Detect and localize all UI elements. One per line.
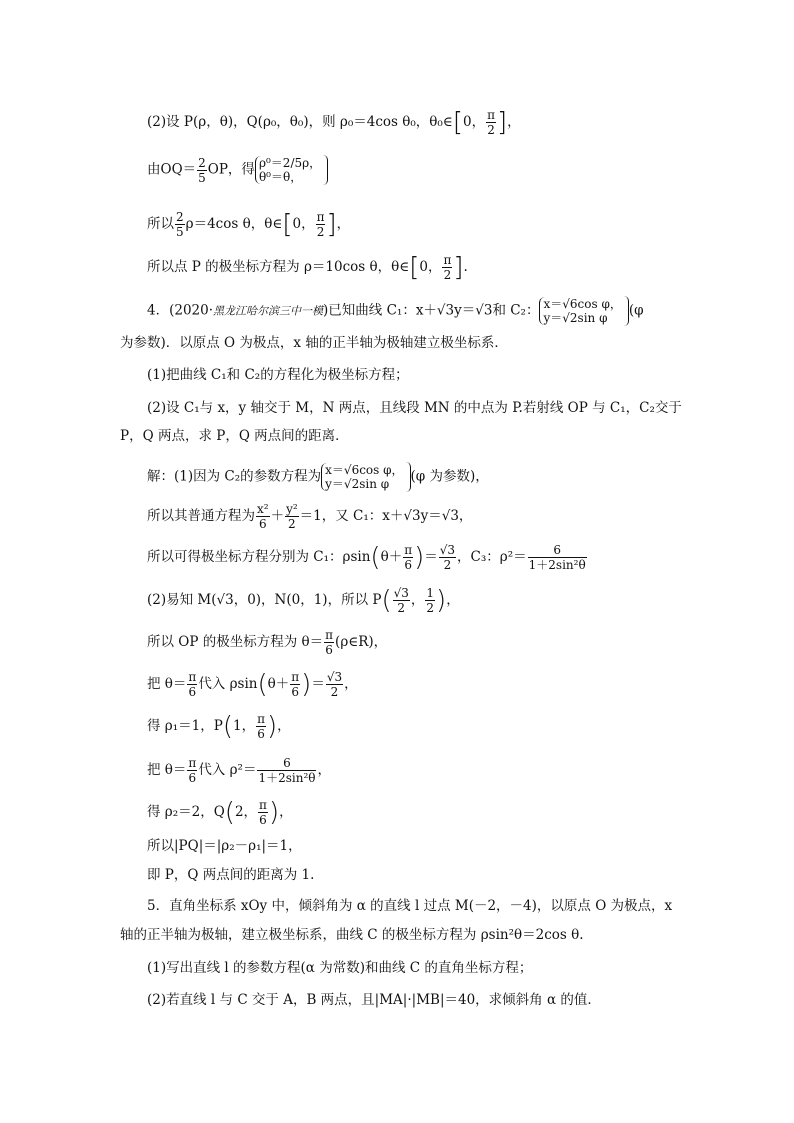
solution-4-line-8 bbox=[147, 756, 331, 785]
text: 所以 OP 的极坐标方程为 θ＝ bbox=[147, 634, 324, 650]
fraction-pi-6: $\frac{\pi}{6}$ bbox=[291, 670, 300, 699]
problem-number: 4．(2020· bbox=[147, 302, 214, 319]
theta-plus: θ＋ bbox=[380, 549, 403, 565]
solution-4-line-10: 所以|PQ|＝|ρ₂－ρ₁|＝1， bbox=[147, 838, 302, 854]
text: 所以 bbox=[147, 216, 174, 232]
solution-4-line-11: 即 P，Q 两点间的距离为 1. bbox=[147, 867, 315, 883]
text: 由 bbox=[147, 161, 161, 178]
solution-line-2 bbox=[147, 155, 328, 185]
solution-line-4: 所以点 P 的极坐标方程为 ρ＝10cos θ，θ∈[0， $\frac{\pi}{2}$ ]. bbox=[147, 252, 468, 283]
text: 得 ρ₂＝2，Q bbox=[147, 804, 225, 820]
text: 把 θ＝ bbox=[147, 676, 187, 692]
comma: ， bbox=[277, 718, 291, 734]
fraction-pi-6: $\frac{\pi}{6}$ bbox=[259, 798, 267, 827]
theta-plus: θ＋ bbox=[267, 676, 290, 692]
solution-4-line-3: 所以可得极坐标方程分别为 C₁：ρsin(θ＋ $\frac{\pi}{6}$ )＝ $\frac{√3}{2}$ ，C₃：ρ²＝ $\frac{6}{\text{1＋2sin²θ}}$ bbox=[147, 542, 586, 573]
text: (φ 为参数)， bbox=[410, 468, 489, 485]
fraction-pi-6: $\frac{\pi}{6}$ bbox=[404, 543, 413, 572]
fraction-pi-2: $\frac{\pi}{2}$ bbox=[487, 108, 495, 137]
fraction-pi-2: $\frac{\pi}{2}$ bbox=[316, 210, 325, 239]
problem-5-line-1: 5．直角坐标系 xOy 中，倾斜角为 α 的直线 l 过点 M(－2，－4)，以原点 O 为极点，x bbox=[147, 898, 673, 914]
text: ρ＝4cos θ，θ∈ bbox=[185, 216, 283, 232]
comma: ， bbox=[344, 676, 358, 692]
case-system: x＝√6cos φ， y＝√2sin φ bbox=[321, 463, 403, 491]
solution-4-line-5 bbox=[147, 628, 387, 657]
fraction-pi-6: $\frac{\pi}{6}$ bbox=[257, 712, 265, 741]
vector-eq: OQ＝ bbox=[160, 161, 197, 178]
problem-4-part-1: (1)把曲线 C₁和 C₂的方程化为极坐标方程； bbox=[147, 367, 409, 383]
fraction-6-den: $\frac{6}{\text{1＋2sin²θ}}$ bbox=[528, 543, 586, 572]
text: 代入 ρ²＝ bbox=[198, 762, 257, 778]
period: . bbox=[463, 259, 468, 275]
equals: ＝ bbox=[311, 676, 325, 692]
math-one: 1 bbox=[232, 718, 242, 734]
solution-line-1: (2)设 P(ρ，θ)，Q(ρ₀，θ₀)，则 ρ₀＝4cos θ₀，θ₀∈[0， $\frac{\pi}{2}$ ]， bbox=[147, 107, 521, 138]
comma: ， bbox=[507, 114, 521, 130]
case-system: ρ⁰＝2/5ρ， θ⁰＝θ， bbox=[255, 156, 321, 184]
problem-4-part-2: (2)设 C₁与 x，y 轴交于 M，N 两点，且线段 MN 的中点为 P.若射线 OP 与 C₁，C₂交于 bbox=[147, 400, 682, 416]
fraction-sqrt3-2: $\frac{√3}{2}$ bbox=[439, 543, 456, 572]
problem-4-line-1 bbox=[147, 296, 644, 326]
problem-4-part-2-cont: P，Q 两点，求 P，Q 两点间的距离． bbox=[120, 428, 349, 444]
text: OP，得 bbox=[207, 161, 255, 178]
equals: ＝ bbox=[424, 549, 438, 565]
text: 所以可得极坐标方程分别为 C₁：ρsin bbox=[147, 549, 371, 565]
text: 代入 ρsin bbox=[198, 676, 258, 692]
comma: ， bbox=[336, 216, 351, 232]
solution-4-line-7: 得 ρ₁＝1，P(1， $\frac{\pi}{6}$ )， bbox=[147, 711, 291, 742]
text: ＝1，又 C₁：x＋√3y＝√3， bbox=[299, 508, 473, 524]
text: )已知曲线 C₁：x＋√3y＝√3和 C₂： bbox=[323, 302, 540, 319]
problem-5-part-1: (1)写出直线 l 的参数方程(α 为常数)和曲线 C 的直角坐标方程； bbox=[147, 960, 533, 976]
text: 把 θ＝ bbox=[147, 762, 187, 778]
problem-source: 黑龙江哈尔滨三中一模 bbox=[213, 304, 324, 318]
plus: ＋ bbox=[270, 508, 285, 524]
fraction-pi-6: $\frac{\pi}{6}$ bbox=[188, 670, 197, 699]
text: (ρ∈R)， bbox=[335, 634, 388, 650]
comma: ， bbox=[446, 592, 460, 608]
solution-4-line-6: 把 θ＝ $\frac{\pi}{6}$ 代入 ρsin(θ＋ $\frac{\pi}{6}$ )＝ $\frac{√3}{2}$ ， bbox=[147, 669, 358, 700]
text: 所以点 P 的极坐标方程为 ρ＝10cos θ，θ∈ bbox=[147, 259, 410, 275]
solution-4-line-4: (2)易知 M(√3，0)，N(0，1)，所以 P( $\frac{√3}{2}$ ， $\frac{1}{2}$ )， bbox=[147, 585, 460, 616]
math-zero: 0 bbox=[462, 114, 472, 130]
fraction-1-2: $\frac{1}{2}$ bbox=[426, 586, 435, 615]
problem-5-line-2: 轴的正半轴为极轴，建立极坐标系，曲线 C 的极坐标方程为 ρsin²θ＝2cos θ. bbox=[120, 927, 584, 943]
text: (2)设 bbox=[147, 114, 184, 130]
fraction-2-5: $\frac{2}{5}$ bbox=[176, 210, 184, 239]
fraction-sqrt3-2: $\frac{√3}{2}$ bbox=[326, 670, 343, 699]
math-text: P(ρ，θ)，Q(ρ₀，θ₀)，则 ρ₀＝4cos θ₀，θ₀∈ bbox=[183, 114, 453, 130]
solution-4-line-9: 得 ρ₂＝2，Q(2， $\frac{\pi}{6}$ )， bbox=[147, 797, 293, 828]
fraction-x2-6: $\frac{\text{x²}}{6}$ bbox=[257, 502, 269, 531]
comma: ， bbox=[279, 804, 293, 820]
solution-4-line-2 bbox=[147, 502, 472, 531]
case-system: x＝√6cos φ， y＝√2sin φ bbox=[539, 297, 621, 325]
math-zero: 0 bbox=[292, 216, 302, 232]
solution-line-3: 所以 $\frac{2}{5}$ ρ＝4cos θ，θ∈[0， $\frac{\pi}{2}$ ]， bbox=[147, 209, 351, 240]
math-zero: 0 bbox=[419, 259, 428, 275]
text: (φ bbox=[628, 302, 644, 319]
math-two: 2 bbox=[234, 804, 244, 820]
fraction-y2-2: $\frac{\text{y²}}{2}$ bbox=[286, 502, 298, 531]
fraction-pi-2: $\frac{\pi}{2}$ bbox=[443, 253, 452, 282]
fraction-6-den: $\frac{6}{\text{1＋2sin²θ}}$ bbox=[258, 756, 316, 785]
text: 解：(1)因为 C₂的参数方程为 bbox=[147, 468, 322, 485]
text: 所以其普通方程为 bbox=[147, 508, 255, 524]
text: ，C₃：ρ²＝ bbox=[457, 549, 527, 565]
comma: ， bbox=[317, 762, 331, 778]
solution-4-line-1 bbox=[147, 462, 489, 492]
fraction-pi-6: $\frac{\pi}{6}$ bbox=[188, 756, 197, 785]
fraction-pi-6: $\frac{\pi}{6}$ bbox=[325, 628, 334, 657]
text: (2)易知 M(√3，0)，N(0，1)，所以 P bbox=[147, 592, 382, 608]
text: 得 ρ₁＝1，P bbox=[147, 718, 223, 734]
problem-5-part-2: (2)若直线 l 与 C 交于 A，B 两点，且|MA|·|MB|＝40，求倾斜角 α 的值． bbox=[147, 992, 601, 1008]
fraction-sqrt3-2: $\frac{√3}{2}$ bbox=[393, 586, 409, 615]
fraction-2-5: $\frac{2}{5}$ bbox=[198, 155, 206, 185]
problem-4-line-2: 为参数)．以原点 O 为极点，x 轴的正半轴为极轴建立极坐标系． bbox=[120, 335, 508, 351]
